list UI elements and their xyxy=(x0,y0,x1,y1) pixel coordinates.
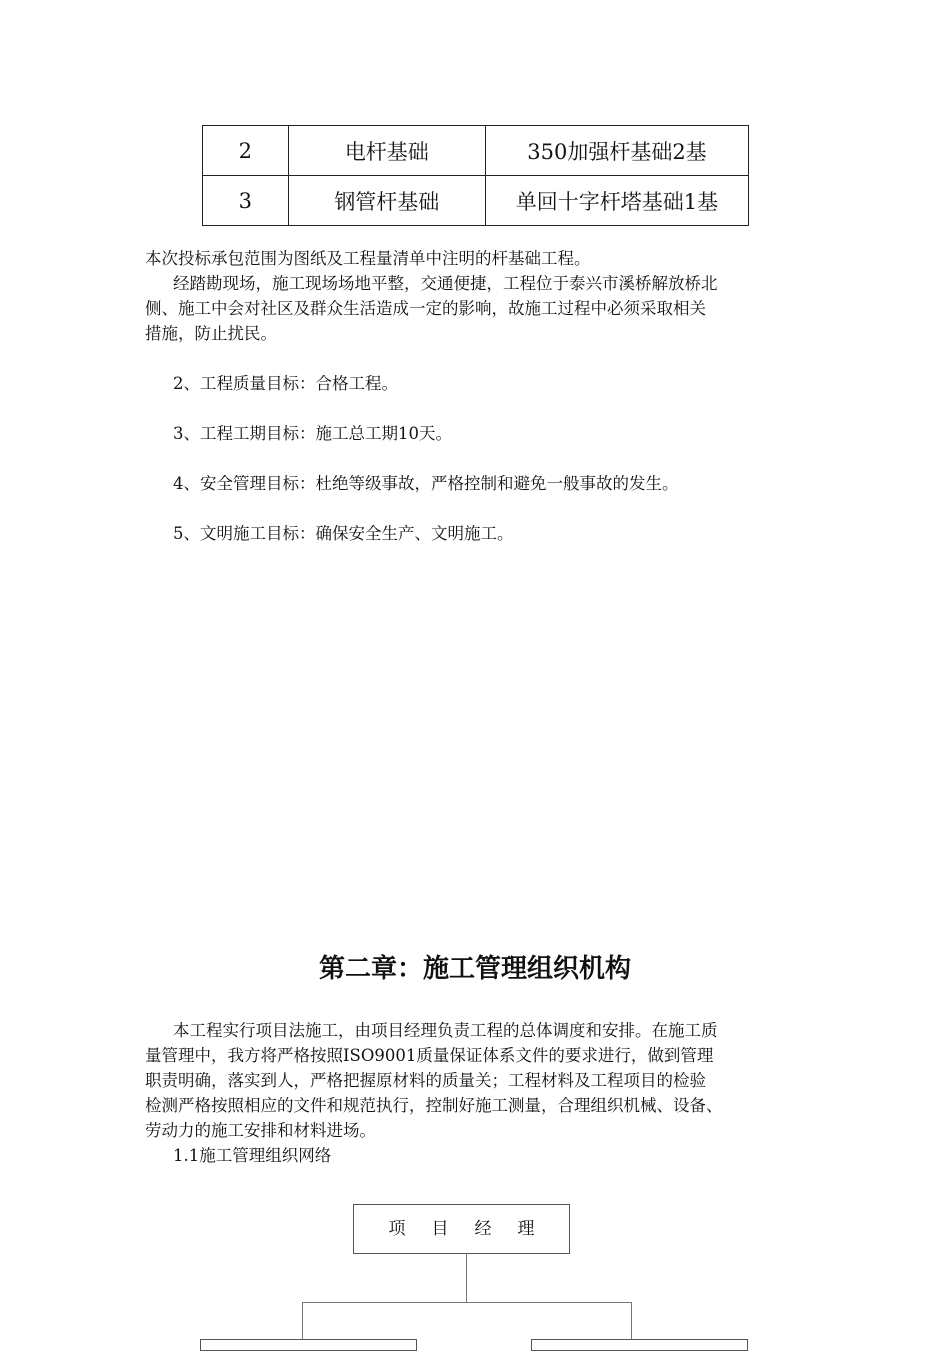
scope-paragraph: 本次投标承包范围为图纸及工程量清单中注明的杆基础工程。 xyxy=(145,249,591,268)
row-detail: 350加强杆基础2基 xyxy=(485,126,748,176)
row-name: 钢管杆基础 xyxy=(288,176,485,226)
chapter-paragraph-line: 本工程实行项目法施工，由项目经理负责工程的总体调度和安排。在施工质 xyxy=(173,1021,718,1040)
org-connector xyxy=(631,1302,632,1344)
chapter-title: 第二章：施工管理组织机构 xyxy=(318,954,631,984)
row-number: 2 xyxy=(203,126,289,176)
org-chart-box xyxy=(531,1339,748,1351)
row-detail: 单回十字杆塔基础1基 xyxy=(485,176,748,226)
org-connector xyxy=(302,1302,303,1344)
chapter-paragraph-line: 检测严格按照相应的文件和规范执行，控制好施工测量，合理组织机械、设备、 xyxy=(145,1096,723,1115)
scope-table xyxy=(202,125,749,226)
section-heading: 1.1施工管理组织网络 xyxy=(173,1146,332,1165)
site-paragraph-line: 措施，防止扰民。 xyxy=(145,324,277,343)
row-number: 3 xyxy=(203,176,289,226)
org-connector xyxy=(466,1253,467,1302)
site-paragraph-line: 侧、施工中会对社区及群众生活造成一定的影响，故施工过程中必须采取相关 xyxy=(145,299,706,318)
chapter-paragraph-line: 劳动力的施工安排和材料进场。 xyxy=(145,1121,376,1140)
goal-civil: 5、文明施工目标：确保安全生产、文明施工。 xyxy=(173,524,514,543)
chapter-paragraph-line: 量管理中，我方将严格按照ISO9001质量保证体系文件的要求进行，做到管理 xyxy=(145,1046,714,1065)
row-name: 电杆基础 xyxy=(288,126,485,176)
table-row xyxy=(203,176,749,226)
goal-schedule: 3、工程工期目标：施工总工期10天。 xyxy=(173,424,452,443)
chapter-paragraph-line: 职责明确，落实到人，严格把握原材料的质量关；工程材料及工程项目的检验 xyxy=(145,1071,706,1090)
goal-safety: 4、安全管理目标：杜绝等级事故，严格控制和避免一般事故的发生。 xyxy=(173,474,679,493)
org-chart-box xyxy=(200,1339,417,1351)
table-row xyxy=(203,126,749,176)
org-connector xyxy=(302,1302,632,1303)
org-chart-project-manager: 项目经理 xyxy=(353,1204,570,1254)
site-paragraph-line: 经踏勘现场，施工现场场地平整，交通便捷，工程位于泰兴市溪桥解放桥北 xyxy=(173,274,718,293)
goal-quality: 2、工程质量目标：合格工程。 xyxy=(173,374,398,393)
